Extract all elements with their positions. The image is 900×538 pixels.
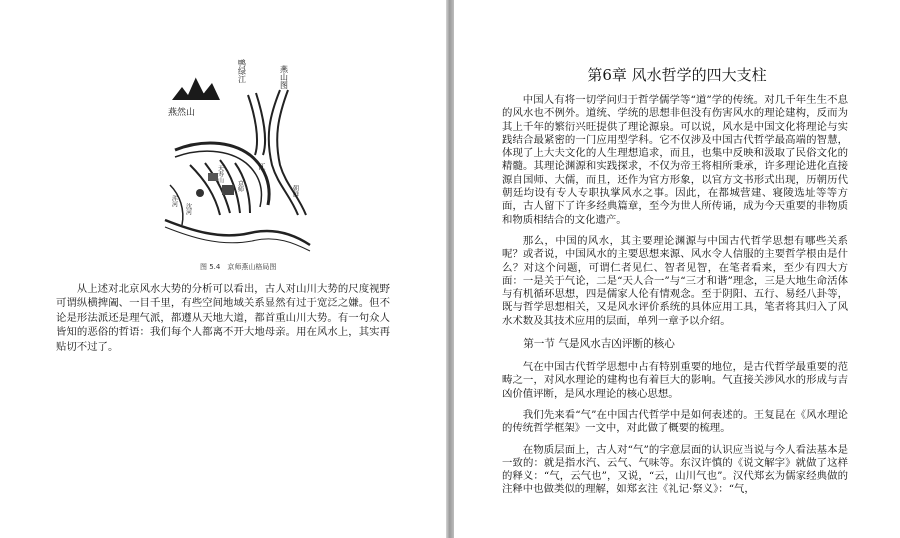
capital-yanshan-map	[160, 45, 315, 255]
yanshan-map-figure	[160, 45, 315, 255]
left-paragraph: 从上述对北京风水大势的分析可以看出，古人对山川大势的尺度视野可谓纵横捭阖、一目千里，有些空间地域关系显然有过于宽泛之嫌。但不论是形法派还是理气派，都遵从天地大道，都首重山川大势。有一句众人皆知的恶俗的哲语：我们每个人都离不开大地母亲。用在风水上，其实再贴切不过了。	[56, 283, 390, 353]
label-capital: 京师	[236, 180, 244, 192]
paragraph-4: 我们先来看“气”在中国古代哲学中是如何表述的。王复昆在《风水理论的传统哲学框架》一文中，对此做了概要的梳理。	[502, 408, 848, 435]
paragraph-5: 在物质层面上，古人对“气”的字意层面的认识应当说与今人看法基本是一致的：就是指水汽、云气、气味等。东汉许慎的《说文解字》就做了这样的释义：“气，云气也”，又说，“云，山川气也”。汉代郑玄为儒家经典做的注释中也做类似的理解，如郑玄注《礼记·祭义》：“气，	[502, 443, 848, 496]
paragraph-2: 那么，中国的风水，其主要理论渊源与中国古代哲学思想有哪些关系呢？或者说，中国风水的主要思想来源、风水令人信服的主要哲学根由是什么？对这个问题，可谓仁者见仁、智者见智，在笔者看来，至少有四大方面：一是关于气论，二是“天人合一”与“三才和谐”理念，三是大地生命活体与有机循环思想，四是儒家人伦有情观念。至于阴阳、五行、易经八卦等，既与哲学思想相关，又是风水评价系统的具体应用工具，笔者将其归入了风水术数及其技术应用的层面，单列一章予以介绍。	[502, 234, 848, 327]
figure-caption: 图 5.4 京师燕山格局图	[200, 263, 277, 271]
paragraph-3: 气在中国古代哲学思想中占有特别重要的地位，是古代哲学最重要的范畴之一，对风水理论的建构也有着巨大的影响。气直接关涉风水的形成与吉凶价值评断，是风水理论的核心思想。	[502, 361, 848, 400]
label-yanran-mountain: 燕然山	[168, 108, 196, 118]
label-yanshan-map: 燕山图	[279, 65, 289, 89]
label-jiang: 江	[258, 163, 266, 170]
label-tianshou-mountain: 天寿山	[216, 165, 224, 183]
label-hun-river: 浑河	[170, 195, 178, 207]
section-title: 第一节 气是风水吉凶评断的核心	[523, 338, 675, 351]
left-page	[0, 0, 446, 538]
mountain-range-icon	[172, 77, 220, 100]
book-spine-divider	[446, 0, 454, 538]
label-chaoxian: 朝鲜	[291, 185, 299, 197]
label-yalu-river: 鸭绿江	[237, 59, 247, 83]
chapter-body	[502, 94, 848, 505]
paragraph-1: 中国人有将一切学问归于哲学儒学等“道”学的传统。对几千年生生不息的风水也不例外。道统、学统的思想非但没有伤害风水的理论建构，反而为其上千年的繁衍兴旺提供了理论源泉。可以说，风水是中国文化将理论与实践结合最紧密的一门应用型学科。它不仅涉及中国古代哲学最高端的智慧，体现了上大夫文化的人生理想追求，而且，也集中反映和汲取了民俗文化的精髓。其理论渊源和实践探求，不仅为帝王将相所秉承，许多理论进化直接源自国师、大儒，而且，还作为官方形象，以官方文书形式出现，历朝历代朝廷均设有专人专职执掌风水之事。因此，在都城营建、寝陵选址等等方面，古人留下了许多经典篇章，至今为世人所传诵，成为今天重要的非物质和物质相结合的文化遗产。	[502, 94, 848, 226]
label-river-2: 沈河	[184, 203, 192, 215]
chapter-title: 第6章 风水哲学的四大支柱	[587, 66, 767, 84]
right-page	[454, 0, 900, 538]
